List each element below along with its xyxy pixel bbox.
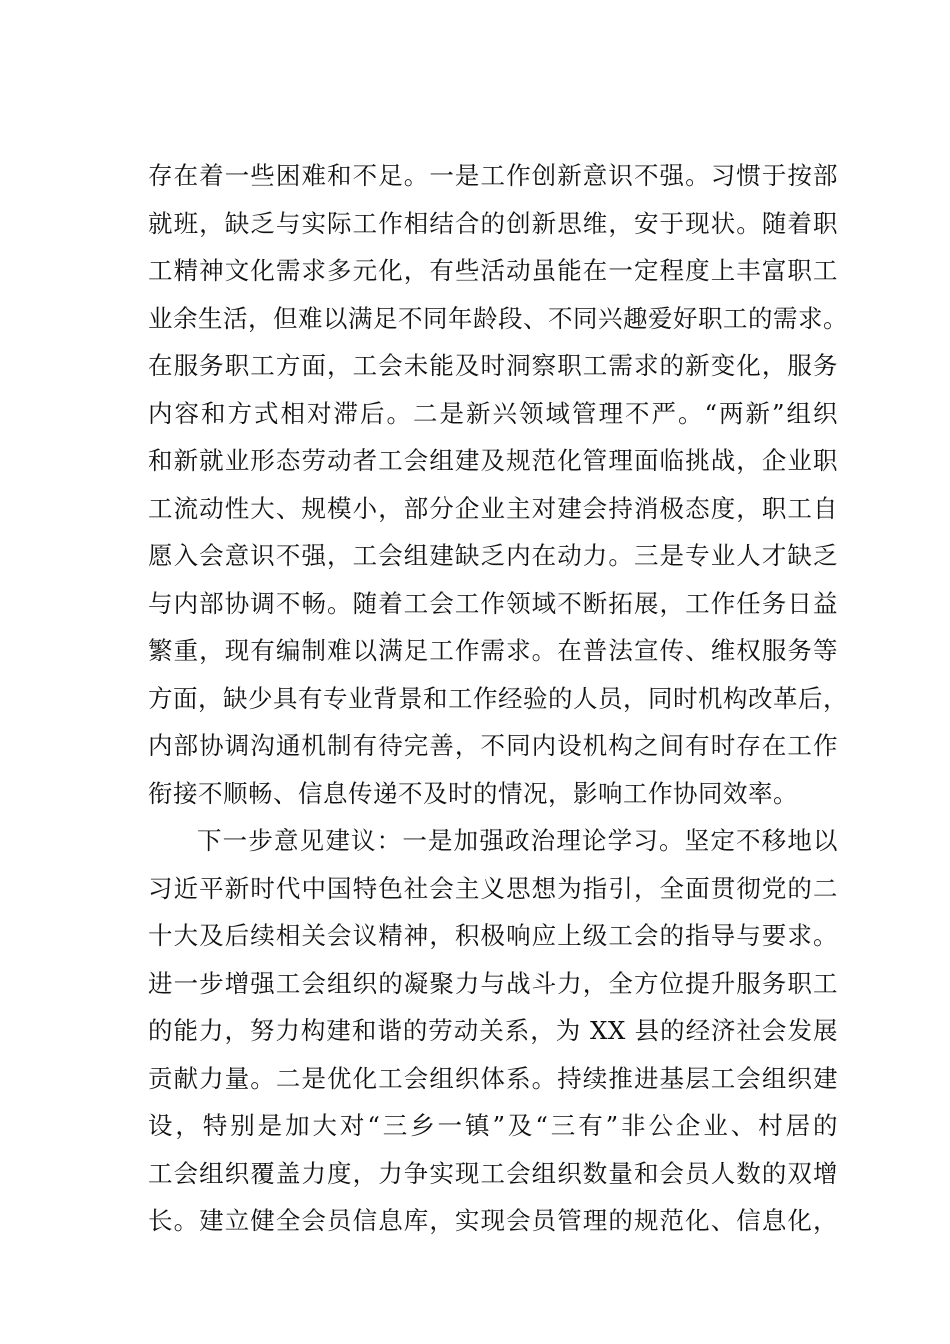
text-line: 内容和方式相对滞后。二是新兴领域管理不严。“两新”组织 <box>148 398 838 428</box>
text-line: 存在着一些困难和不足。一是工作创新意识不强。习惯于按部 <box>148 161 838 190</box>
text-line: 内部协调沟通机制有待完善，不同内设机构之间有时存在工作 <box>148 731 838 760</box>
text-line: 工精神文化需求多元化，有些活动虽能在一定程度上丰富职工 <box>148 256 838 285</box>
text-line: 设，特别是加大对“三乡一镇”及“三有”非公企业、村居的 <box>148 1111 838 1140</box>
text-line: 愿入会意识不强，工会组建缺乏内在动力。三是专业人才缺乏 <box>148 541 838 570</box>
paragraph-difficulties <box>148 156 848 821</box>
text-line: 工会组织覆盖力度，力争实现工会组织数量和会员人数的双增 <box>148 1158 838 1188</box>
text-line: 工流动性大、规模小，部分企业主对建会持消极态度，职工自 <box>148 493 838 523</box>
text-line: 繁重，现有编制难以满足工作需求。在普法宣传、维权服务等 <box>148 636 838 665</box>
text-line: 在服务职工方面，工会未能及时洞察职工需求的新变化，服务 <box>148 351 838 380</box>
text-line: 长。建立健全会员信息库，实现会员管理的规范化、信息化， <box>148 1206 838 1235</box>
text-line: 衔接不顺畅、信息传递不及时的情况，影响工作协同效率。 <box>148 778 798 808</box>
text-line: 进一步增强工会组织的凝聚力与战斗力，全方位提升服务职工 <box>148 968 838 998</box>
document-body <box>148 156 848 1249</box>
text-line: 就班，缺乏与实际工作相结合的创新思维，安于现状。随着职 <box>148 208 838 238</box>
text-line: 习近平新时代中国特色社会主义思想为指引，全面贯彻党的二 <box>148 873 838 903</box>
text-line: 下一步意见建议：一是加强政治理论学习。坚定不移地以 <box>197 826 838 855</box>
text-line: 与内部协调不畅。随着工会工作领域不断拓展，工作任务日益 <box>148 588 838 618</box>
text-line: 的能力，努力构建和谐的劳动关系，为 XX 县的经济社会发展 <box>148 1016 838 1045</box>
paragraph-suggestions <box>148 821 838 1249</box>
text-line: 贡献力量。二是优化工会组织体系。持续推进基层工会组织建 <box>148 1063 838 1093</box>
text-line: 业余生活，但难以满足不同年龄段、不同兴趣爱好职工的需求。 <box>148 303 848 333</box>
text-line: 方面，缺少具有专业背景和工作经验的人员，同时机构改革后， <box>148 683 848 713</box>
text-line: 十大及后续相关会议精神，积极响应上级工会的指导与要求。 <box>148 921 838 950</box>
text-line: 和新就业形态劳动者工会组建及规范化管理面临挑战，企业职 <box>148 446 838 475</box>
